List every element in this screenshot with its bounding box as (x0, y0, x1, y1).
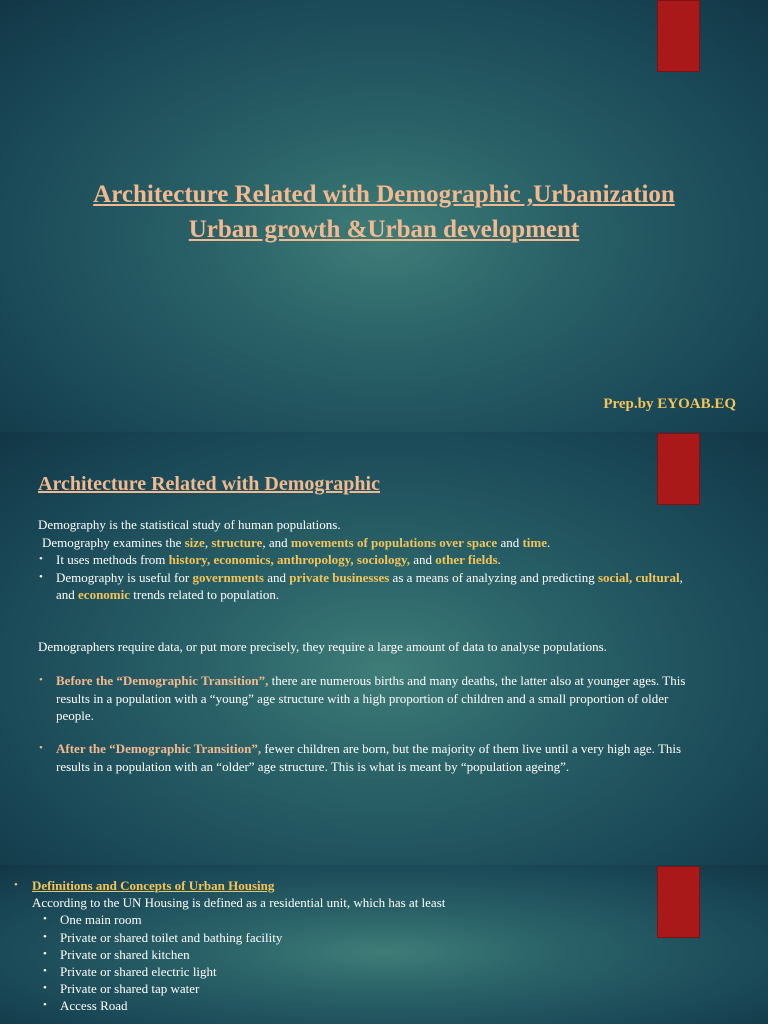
housing-requirements-list (14, 911, 634, 1014)
intro-line-1: Demography is the statistical study of human populations. (38, 517, 341, 532)
author-credit: Prep.by EYOAB.EQ (603, 396, 736, 412)
data-paragraph: Demographers require data, or put more precisely, they require a large amount of data to analyse populations. (38, 639, 607, 654)
urban-housing-content (14, 877, 634, 1015)
bullet-list (38, 672, 698, 725)
text: It uses methods from (56, 552, 169, 567)
text: Demography is useful for (56, 569, 193, 585)
highlight: time (522, 534, 548, 550)
text: and (263, 569, 290, 585)
title-line-1: Architecture Related with Demographic ,Urbanization (93, 181, 675, 208)
urban-housing-slide (0, 865, 768, 1024)
bullet-item (38, 569, 698, 604)
text: . (497, 552, 501, 567)
demography-intro (38, 516, 698, 604)
section-heading (14, 877, 634, 894)
list-item: • Private or shared kitchen (42, 946, 634, 963)
list-item: • Private or shared tap water (42, 980, 634, 997)
bullet-list (38, 740, 698, 775)
bullet-item (38, 740, 698, 775)
highlight: history, economics, anthropology, sociology, (168, 552, 411, 567)
list-item: • Access Road (42, 997, 634, 1014)
text: . (547, 534, 551, 550)
red-accent-bar (657, 866, 700, 938)
bullet-list (38, 551, 698, 604)
title-line-2: Urban growth &Urban development (188, 216, 580, 243)
text: trends related to population. (130, 587, 280, 602)
text: , and (56, 569, 683, 602)
text: fewer children are born, but the majority of them live until a very high age. This results in a population with an “older” age structure. This is what is meant by “population ageing”. (56, 741, 682, 774)
highlight: other fields (435, 552, 498, 567)
after-transition (38, 740, 698, 775)
text: , and (262, 534, 291, 550)
intro-line-2 (38, 534, 698, 552)
highlight: movements of populations over space (290, 534, 498, 550)
text: Demography examines the (42, 534, 185, 550)
transition-label: After the “Demographic Transition”, (56, 741, 262, 756)
highlight: private businesses (289, 569, 390, 585)
red-accent-bar (657, 433, 700, 505)
text: and (497, 534, 523, 550)
highlight: economic (78, 587, 131, 602)
list-item: • Private or shared toilet and bathing facility (42, 929, 634, 946)
list-item: • One main room (42, 911, 634, 928)
bullet-item (38, 672, 698, 725)
highlight: structure (211, 534, 263, 550)
highlight: social, cultural (597, 569, 680, 585)
red-accent-bar (657, 0, 700, 72)
before-transition (38, 672, 698, 725)
slide-title: Architecture Related with Demographic (38, 473, 380, 495)
title-slide (0, 0, 768, 432)
bullet-item (38, 551, 698, 569)
transition-label: Before the “Demographic Transition”, (56, 673, 269, 688)
demography-slide (0, 432, 768, 865)
highlight: size (184, 534, 205, 550)
presentation-title (20, 177, 748, 247)
list-item: • Private or shared electric light (42, 963, 634, 980)
text: there are numerous births and many deaths, the latter also at younger ages. This results in a population with a “young” age structure with a high proportion of children and a small proportion of older people. (56, 673, 686, 723)
heading-label: Definitions and Concepts of Urban Housing (32, 878, 275, 893)
text: and (410, 552, 436, 567)
text: , (204, 534, 212, 550)
housing-definition: According to the UN Housing is defined as a residential unit, which has at least (32, 895, 446, 911)
text: as a means of analyzing and predicting (389, 569, 598, 585)
highlight: governments (192, 569, 264, 585)
